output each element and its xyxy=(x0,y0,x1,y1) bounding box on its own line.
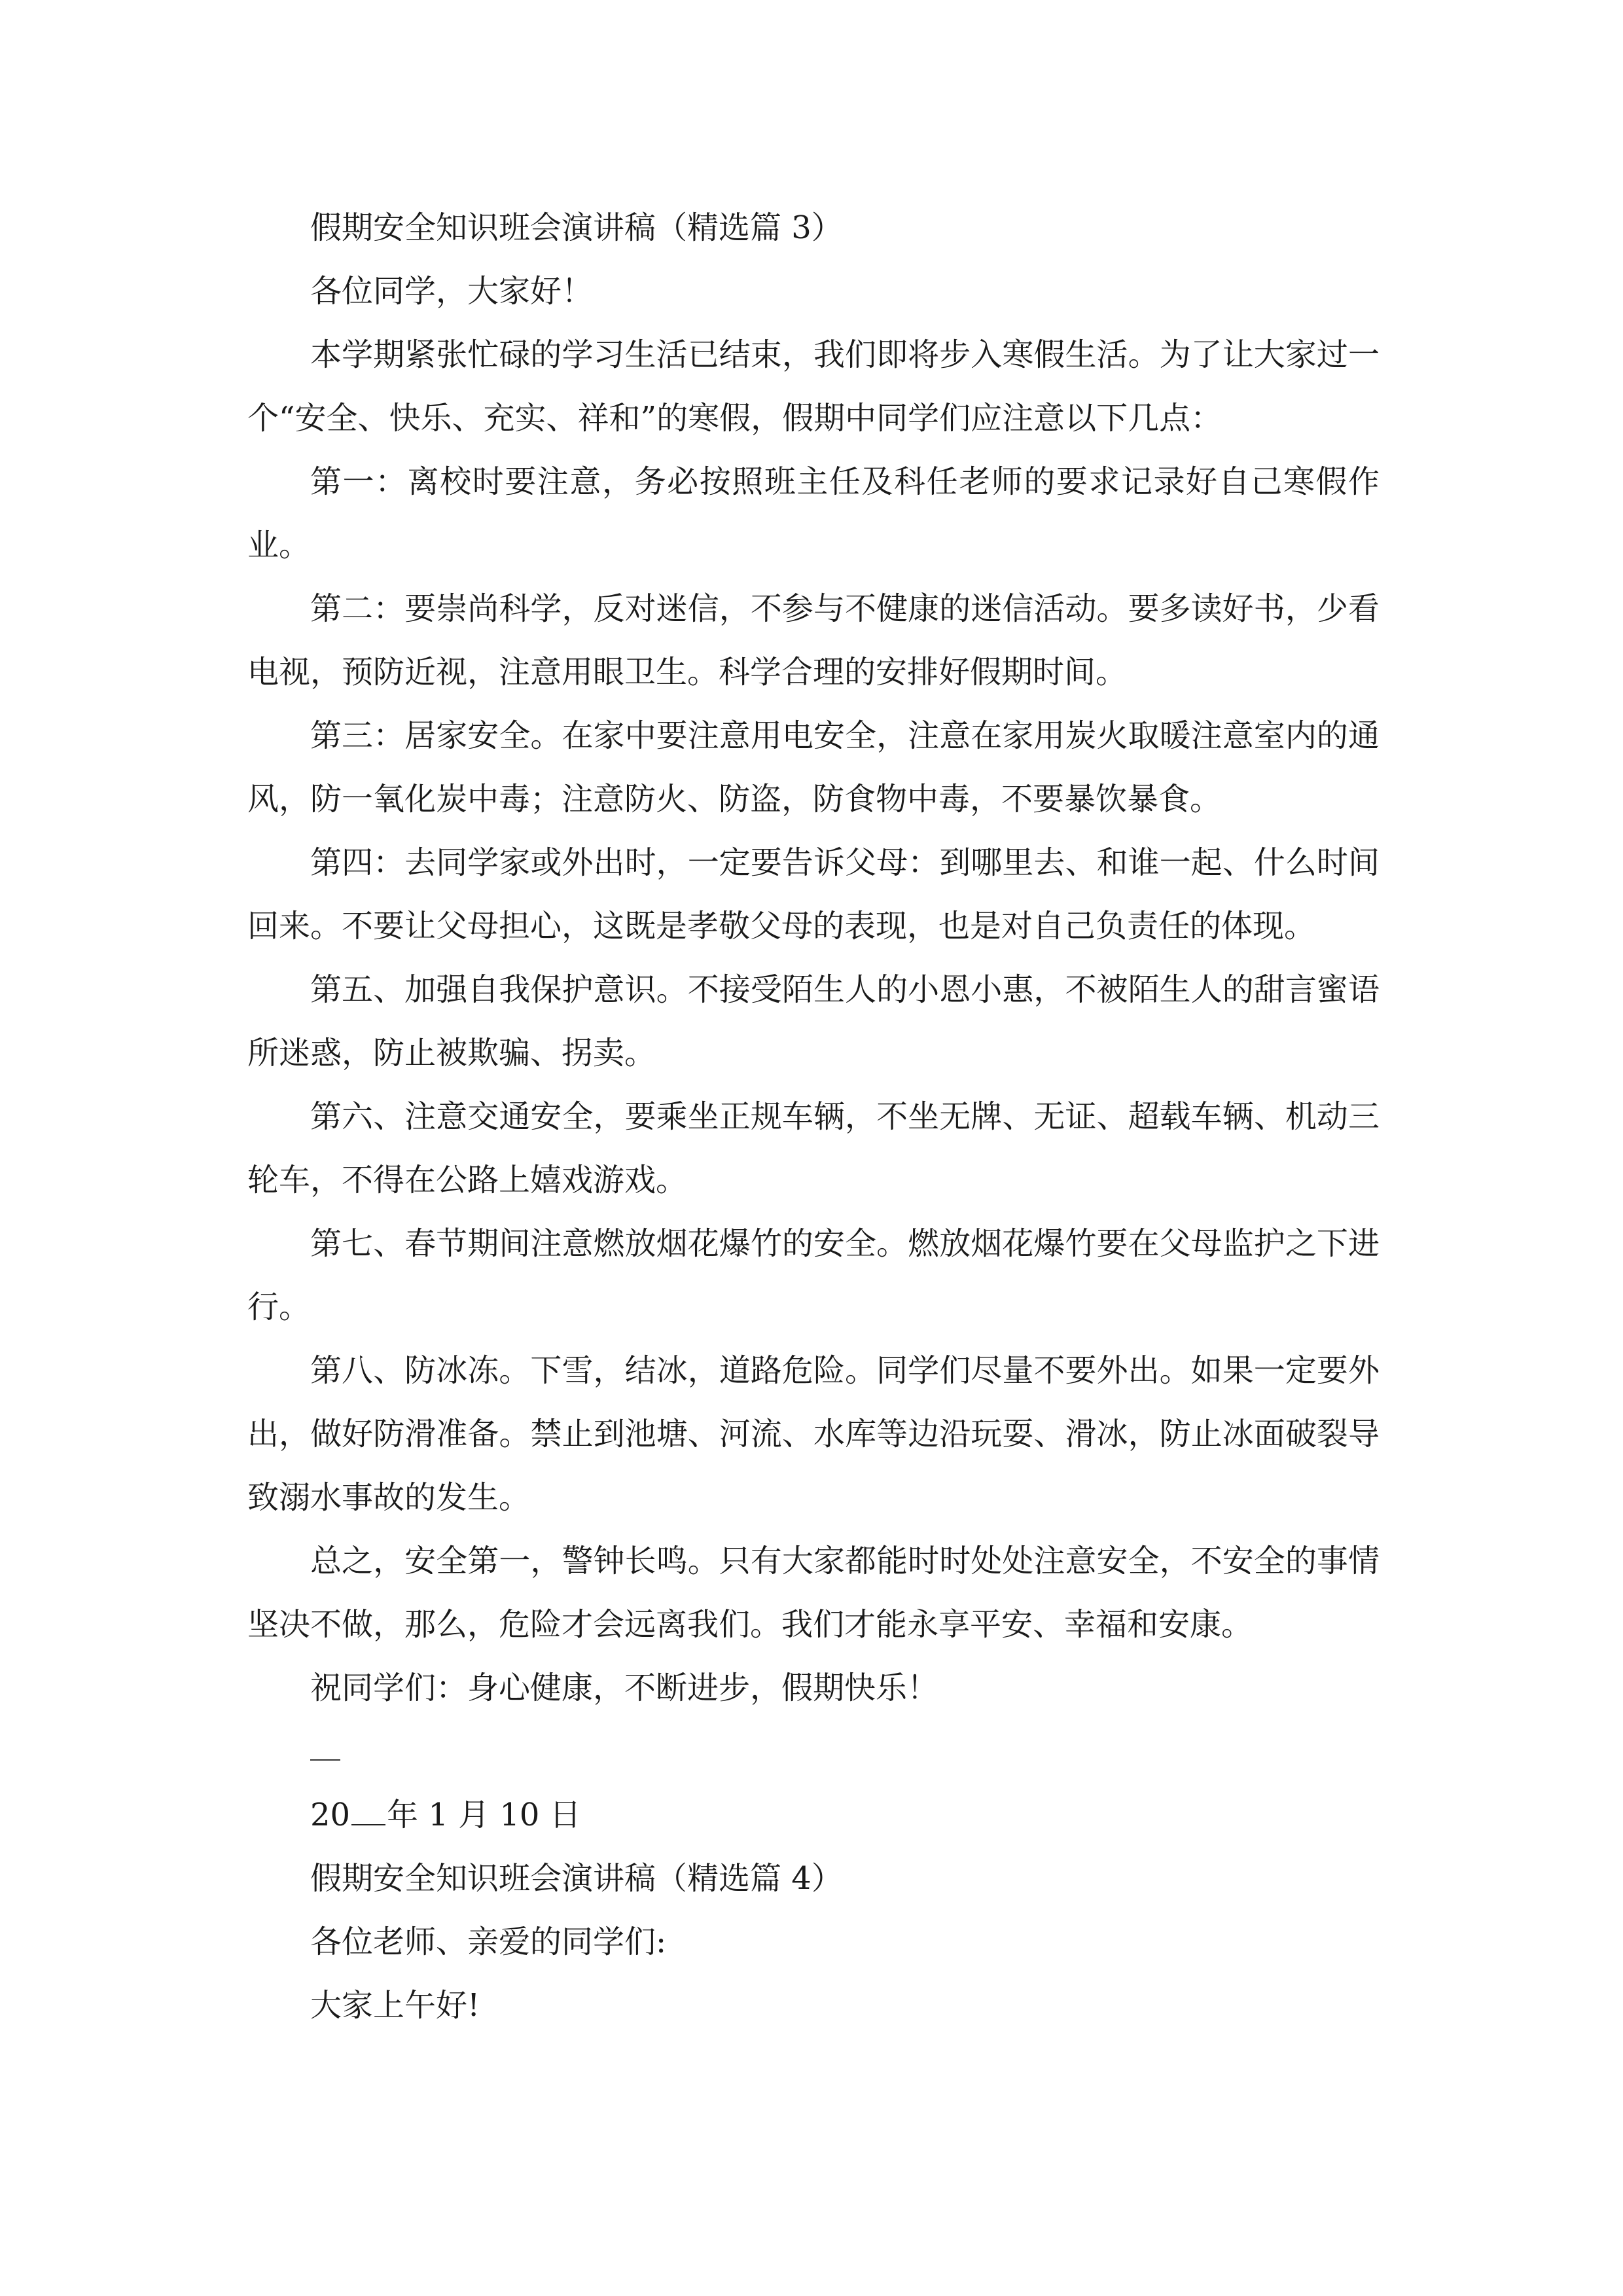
paragraph-point-5: 第五、加强自我保护意识。不接受陌生人的小恩小惠，不被陌生人的甜言蜜语所迷惑，防止被欺骗、拐卖。 xyxy=(247,971,1380,1071)
paragraph-conclusion: 总之，安全第一，警钟长鸣。只有大家都能时时处处注意安全，不安全的事情坚决不做，那么，危险才会远离我们。我们才能永享平安、幸福和安康。 xyxy=(247,1543,1380,1643)
date-year-blank xyxy=(351,1798,385,1825)
paragraph-point-1: 第一：离校时要注意，务必按照班主任及科任老师的要求记录好自己寒假作业。 xyxy=(247,463,1380,564)
closing-wish: 祝同学们：身心健康，不断进步，假期快乐！ xyxy=(310,1670,939,1706)
paragraph-point-2: 第二：要崇尚科学，反对迷信，不参与不健康的迷信活动。要多读好书，少看电视，预防近视，注意用眼卫生。科学合理的安排好假期时间。 xyxy=(247,590,1380,691)
section-4-greeting: 各位老师、亲爱的同学们: xyxy=(310,1924,667,1960)
greeting: 各位同学，大家好！ xyxy=(310,273,594,310)
paragraph-intro: 本学期紧张忙碌的学习生活已结束，我们即将步入寒假生活。为了让大家过一个“安全、快乐、充实、祥和”的寒假，假期中同学们应注意以下几点： xyxy=(247,336,1380,437)
paragraph-point-6: 第六、注意交通安全，要乘坐正规车辆，不坐无牌、无证、超载车辆、机动三轮车，不得在公路上嬉戏游戏。 xyxy=(247,1098,1380,1198)
section-3-title: 假期安全知识班会演讲稿（精选篇 3） xyxy=(310,209,843,246)
signature-blank xyxy=(247,1720,1380,1784)
paragraph-point-8: 第八、防冰冻。下雪，结冰，道路危险。同学们尽量不要外出。如果一定要外出，做好防滑准备。禁止到池塘、河流、水库等边沿玩耍、滑冰，防止冰面破裂导致溺水事故的发生。 xyxy=(247,1352,1380,1516)
section-4-opening: 大家上午好! xyxy=(310,1987,480,2024)
signature-dash xyxy=(310,1759,340,1761)
date-year-prefix: 20 xyxy=(310,1797,351,1833)
date-rest: 年 1 月 10 日 xyxy=(387,1797,581,1833)
document-body xyxy=(247,196,1380,2037)
paragraph-point-4: 第四：去同学家或外出时，一定要告诉父母：到哪里去、和谁一起、什么时间回来。不要让父母担心，这既是孝敬父母的表现，也是对自己负责任的体现。 xyxy=(247,844,1380,944)
date-line xyxy=(247,1784,1380,1847)
paragraph-point-3: 第三：居家安全。在家中要注意用电安全，注意在家用炭火取暖注意室内的通风，防一氧化炭中毒；注意防火、防盗，防食物中毒，不要暴饮暴食。 xyxy=(247,717,1380,817)
section-4-title: 假期安全知识班会演讲稿（精选篇 4） xyxy=(310,1860,843,1897)
paragraph-point-7: 第七、春节期间注意燃放烟花爆竹的安全。燃放烟花爆竹要在父母监护之下进行。 xyxy=(247,1225,1380,1325)
